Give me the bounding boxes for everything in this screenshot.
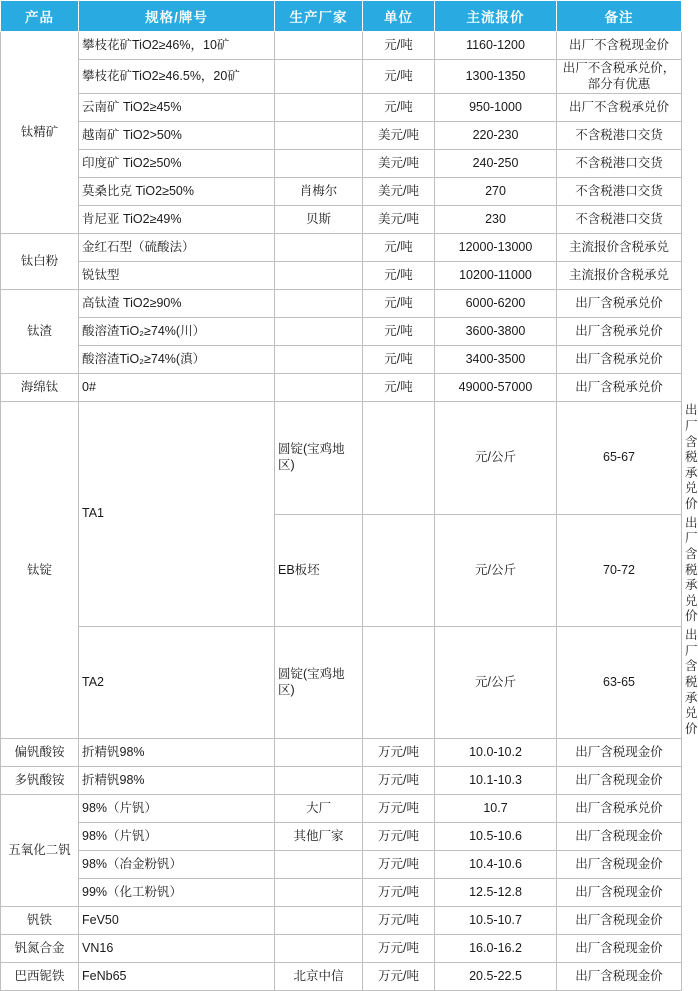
cell-spec: 肯尼亚 TiO2≥49% — [79, 206, 275, 234]
cell-spec: 云南矿 TiO2≥45% — [79, 94, 275, 122]
cell-unit: 万元/吨 — [363, 795, 435, 823]
cell-spec: 98%（片钒） — [79, 795, 275, 823]
cell-remark: 出厂含税现金价 — [557, 851, 682, 879]
cell-maker — [275, 346, 363, 374]
cell-remark: 出厂不含税现金价 — [557, 32, 682, 60]
cell-product: 钒氮合金 — [1, 935, 79, 963]
cell-spec: 折精钒98% — [79, 767, 275, 795]
cell-unit: 元/吨 — [363, 374, 435, 402]
cell-spec: 高钛渣 TiO2≥90% — [79, 290, 275, 318]
cell-unit: 元/吨 — [363, 234, 435, 262]
table-row — [1, 94, 682, 122]
table-row — [1, 178, 682, 206]
cell-unit: 万元/吨 — [363, 879, 435, 907]
cell-remark: 出厂含税现金价 — [557, 935, 682, 963]
table-row — [1, 60, 682, 94]
cell-unit: 元/吨 — [363, 318, 435, 346]
cell-product: 钛白粉 — [1, 234, 79, 290]
cell-maker — [275, 122, 363, 150]
cell-price: 12000-13000 — [435, 234, 557, 262]
cell-unit: 美元/吨 — [363, 150, 435, 178]
cell-remark: 不含税港口交货 — [557, 150, 682, 178]
cell-price: 270 — [435, 178, 557, 206]
column-header-product: 产品 — [1, 1, 79, 32]
table-row — [1, 32, 682, 60]
cell-remark: 不含税港口交货 — [557, 178, 682, 206]
cell-spec: VN16 — [79, 935, 275, 963]
cell-unit: 元/吨 — [363, 94, 435, 122]
cell-spec: FeNb65 — [79, 963, 275, 991]
column-header-maker: 生产厂家 — [275, 1, 363, 32]
cell-spec: 越南矿 TiO2>50% — [79, 122, 275, 150]
table-row — [1, 318, 682, 346]
cell-price: 12.5-12.8 — [435, 879, 557, 907]
cell-unit: 万元/吨 — [363, 823, 435, 851]
cell-price: 70-72 — [557, 514, 682, 626]
cell-unit: 万元/吨 — [363, 739, 435, 767]
column-header-unit: 单位 — [363, 1, 435, 32]
cell-spec: 攀枝花矿TiO2≥46.5%，20矿 — [79, 60, 275, 94]
cell-unit: 万元/吨 — [363, 963, 435, 991]
cell-price: 6000-6200 — [435, 290, 557, 318]
cell-remark: 出厂含税承兑价 — [557, 795, 682, 823]
table-row — [1, 851, 682, 879]
cell-product: 海绵钛 — [1, 374, 79, 402]
cell-remark: 主流报价含税承兑 — [557, 234, 682, 262]
cell-maker: 北京中信 — [275, 963, 363, 991]
cell-maker — [275, 739, 363, 767]
table-row — [1, 290, 682, 318]
cell-spec: 圆锭(宝鸡地区) — [275, 627, 363, 739]
cell-remark: 出厂含税承兑价 — [557, 374, 682, 402]
cell-unit: 元/吨 — [363, 346, 435, 374]
cell-price: 63-65 — [557, 627, 682, 739]
table-row: EB板坯 元/公斤 70-72 出厂含税承兑价 — [1, 514, 682, 626]
table-row — [1, 767, 682, 795]
cell-spec: 酸溶渣TiO₂≥74%(川） — [79, 318, 275, 346]
table-row: TA2 圆锭(宝鸡地区) 元/公斤 63-65 出厂含税承兑价 — [1, 627, 682, 739]
cell-remark: 出厂含税承兑价 — [557, 346, 682, 374]
table-row — [1, 374, 682, 402]
cell-grade: TA1 — [79, 402, 275, 627]
column-header-price: 主流报价 — [435, 1, 557, 32]
cell-maker — [275, 290, 363, 318]
cell-spec: 攀枝花矿TiO2≥46%，10矿 — [79, 32, 275, 60]
cell-product: 钒铁 — [1, 907, 79, 935]
cell-maker — [363, 402, 435, 514]
cell-maker — [275, 60, 363, 94]
cell-remark: 出厂不含税承兑价 — [557, 94, 682, 122]
cell-spec: 99%（化工粉钒） — [79, 879, 275, 907]
cell-unit: 元/公斤 — [435, 627, 557, 739]
cell-spec: FeV50 — [79, 907, 275, 935]
cell-price: 10.7 — [435, 795, 557, 823]
table-row — [1, 206, 682, 234]
cell-unit: 元/公斤 — [435, 514, 557, 626]
cell-spec: 金红石型（硫酸法） — [79, 234, 275, 262]
cell-maker: 大厂 — [275, 795, 363, 823]
cell-remark: 出厂含税现金价 — [557, 823, 682, 851]
cell-price: 10.4-10.6 — [435, 851, 557, 879]
cell-price: 240-250 — [435, 150, 557, 178]
table-row: 钛锭 TA1 圆锭(宝鸡地区) 元/公斤 65-67 出厂含税承兑价 — [1, 402, 682, 514]
cell-grade: TA2 — [79, 627, 275, 739]
cell-price: 10.5-10.6 — [435, 823, 557, 851]
cell-remark: 出厂不含税承兑价，部分有优惠 — [557, 60, 682, 94]
cell-price: 1300-1350 — [435, 60, 557, 94]
cell-maker — [363, 514, 435, 626]
cell-product: 多钒酸铵 — [1, 767, 79, 795]
table-row — [1, 879, 682, 907]
cell-spec: 0# — [79, 374, 275, 402]
cell-maker — [363, 627, 435, 739]
cell-price: 230 — [435, 206, 557, 234]
cell-price: 20.5-22.5 — [435, 963, 557, 991]
cell-maker — [275, 879, 363, 907]
cell-maker — [275, 851, 363, 879]
cell-product: 五氧化二钒 — [1, 795, 79, 907]
cell-price: 10200-11000 — [435, 262, 557, 290]
cell-spec: 98%（冶金粉钒） — [79, 851, 275, 879]
cell-remark: 出厂含税现金价 — [557, 907, 682, 935]
cell-maker — [275, 767, 363, 795]
cell-maker — [275, 318, 363, 346]
cell-price: 10.1-10.3 — [435, 767, 557, 795]
cell-price: 65-67 — [557, 402, 682, 514]
cell-price: 950-1000 — [435, 94, 557, 122]
table-header-row — [1, 1, 682, 32]
cell-remark: 主流报价含税承兑 — [557, 262, 682, 290]
cell-unit: 万元/吨 — [363, 907, 435, 935]
table-row — [1, 346, 682, 374]
cell-unit: 元/吨 — [363, 60, 435, 94]
cell-maker — [275, 907, 363, 935]
cell-unit: 元/吨 — [363, 290, 435, 318]
table-row — [1, 907, 682, 935]
cell-product: 偏钒酸铵 — [1, 739, 79, 767]
cell-unit: 万元/吨 — [363, 767, 435, 795]
table-row — [1, 963, 682, 991]
cell-price: 10.5-10.7 — [435, 907, 557, 935]
table-row — [1, 739, 682, 767]
cell-maker: 其他厂家 — [275, 823, 363, 851]
cell-spec: 圆锭(宝鸡地区) — [275, 402, 363, 514]
cell-unit: 元/吨 — [363, 262, 435, 290]
cell-maker — [275, 32, 363, 60]
table-row — [1, 234, 682, 262]
cell-spec: 98%（片钒） — [79, 823, 275, 851]
cell-product: 钛锭 — [1, 402, 79, 739]
cell-maker — [275, 94, 363, 122]
table-row — [1, 935, 682, 963]
table-row — [1, 150, 682, 178]
table-row — [1, 795, 682, 823]
cell-maker — [275, 262, 363, 290]
cell-unit: 元/吨 — [363, 32, 435, 60]
cell-unit: 元/公斤 — [435, 402, 557, 514]
table-row — [1, 262, 682, 290]
cell-spec: 印度矿 TiO2≥50% — [79, 150, 275, 178]
cell-spec: 锐钛型 — [79, 262, 275, 290]
cell-product: 巴西铌铁 — [1, 963, 79, 991]
cell-remark: 出厂含税现金价 — [557, 767, 682, 795]
cell-remark: 出厂含税现金价 — [557, 739, 682, 767]
cell-spec: EB板坯 — [275, 514, 363, 626]
table-row — [1, 823, 682, 851]
cell-remark: 不含税港口交货 — [557, 122, 682, 150]
cell-maker — [275, 234, 363, 262]
cell-spec: 莫桑比克 TiO2≥50% — [79, 178, 275, 206]
cell-unit: 万元/吨 — [363, 851, 435, 879]
cell-unit: 万元/吨 — [363, 935, 435, 963]
column-header-remark: 备注 — [557, 1, 682, 32]
cell-price: 3600-3800 — [435, 318, 557, 346]
cell-price: 220-230 — [435, 122, 557, 150]
cell-product: 钛渣 — [1, 290, 79, 374]
cell-product: 钛精矿 — [1, 32, 79, 234]
cell-unit: 美元/吨 — [363, 178, 435, 206]
cell-remark: 出厂含税现金价 — [557, 879, 682, 907]
cell-price: 16.0-16.2 — [435, 935, 557, 963]
cell-remark: 出厂含税承兑价 — [557, 290, 682, 318]
cell-maker — [275, 374, 363, 402]
cell-maker — [275, 935, 363, 963]
cell-remark: 出厂含税现金价 — [557, 963, 682, 991]
table-row — [1, 122, 682, 150]
cell-price: 3400-3500 — [435, 346, 557, 374]
cell-price: 10.0-10.2 — [435, 739, 557, 767]
cell-maker — [275, 150, 363, 178]
cell-price: 1160-1200 — [435, 32, 557, 60]
cell-unit: 美元/吨 — [363, 122, 435, 150]
cell-spec: 酸溶渣TiO₂≥74%(滇） — [79, 346, 275, 374]
cell-remark: 不含税港口交货 — [557, 206, 682, 234]
cell-unit: 美元/吨 — [363, 206, 435, 234]
cell-price: 49000-57000 — [435, 374, 557, 402]
column-header-spec: 规格/牌号 — [79, 1, 275, 32]
cell-spec: 折精钒98% — [79, 739, 275, 767]
cell-maker: 贝斯 — [275, 206, 363, 234]
cell-maker: 肖梅尔 — [275, 178, 363, 206]
cell-remark: 出厂含税承兑价 — [557, 318, 682, 346]
